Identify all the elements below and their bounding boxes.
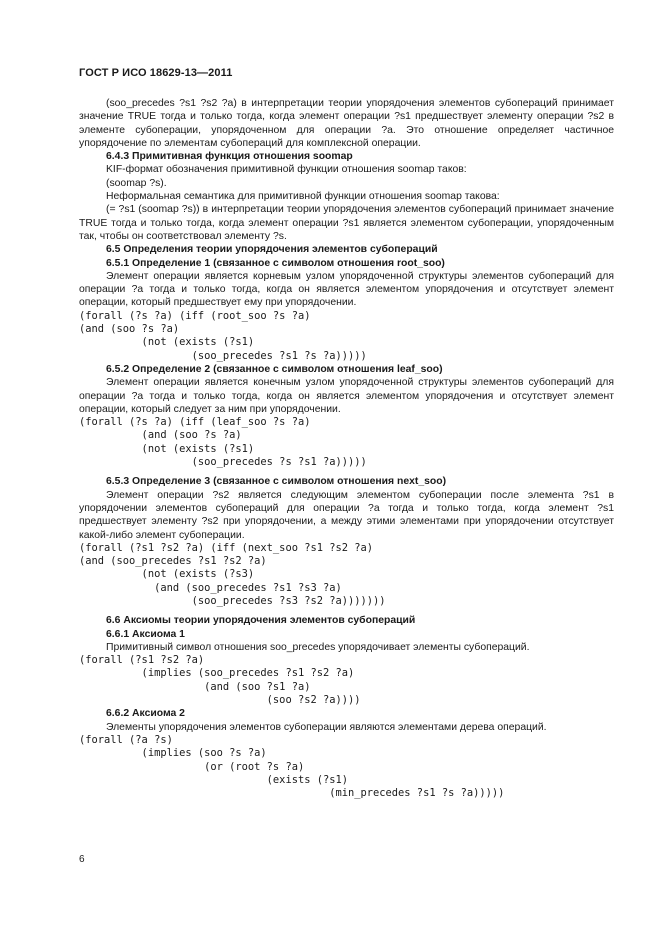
section-heading: 6.5 Определения теории упорядочения элементов субопераций	[106, 244, 438, 256]
section-heading: 6.5.1 Определение 1 (связанное с символом отношения root_soo)	[106, 257, 445, 269]
paragraph: (soo_precedes ?s1 ?s2 ?a) в интерпретации теории упорядочения элементов субопераций принимает значение TRUE тогда и только тогда, когда элемент операции ?s1 предшествует элементу операции ?s2 в элементе субоперации, упорядоченном для операции ?a. Это отношение определяет частичное упорядочение по элементам субопераций для комплексной операции.	[79, 98, 614, 149]
page-number: 6	[79, 854, 85, 865]
section-heading: 6.5.2 Определение 2 (связанное с символом отношения leaf_soo)	[106, 363, 443, 375]
document-header: ГОСТ Р ИСО 18629-13—2011	[79, 67, 233, 79]
section-heading: 6.6.2 Аксиома 2	[106, 708, 185, 720]
paragraph: Элементы упорядочения элементов субоперации являются элементами дерева операций.	[106, 721, 547, 733]
kif-code-block: (forall (?a ?s) (implies (soo ?s ?a) (or (root ?s ?a) (exists (?s1) (min_precedes ?s1 ?s ?a)))))	[79, 733, 505, 800]
paragraph: (soomap ?s).	[106, 177, 167, 189]
paragraph: Примитивный символ отношения soo_precedes упорядочивает элементы субопераций.	[106, 641, 530, 653]
section-heading: 6.4.3 Примитивная функция отношения soomap	[106, 151, 353, 163]
document-body	[79, 97, 614, 800]
paragraph: Элемент операции является конечным узлом упорядоченной структуры элементов субопераций для операции ?a тогда и только тогда, когда он является элементом упорядочения и отсутствует элемент операции, который следует за ним при упорядочении.	[79, 377, 614, 415]
paragraph: Неформальная семантика для примитивной функции отношения soomap такова:	[106, 191, 500, 203]
paragraph: KIF-формат обозначения примитивной функции отношения soomap таков:	[106, 164, 467, 176]
kif-code-block: (forall (?s1 ?s2 ?a) (implies (soo_precedes ?s1 ?s2 ?a) (and (soo ?s1 ?a) (soo ?s2 ?a))))	[79, 654, 361, 707]
section-heading: 6.6 Аксиомы теории упорядочения элементов субопераций	[106, 615, 416, 627]
paragraph: (= ?s1 (soomap ?s)) в интерпретации теории упорядочения элементов субопераций принимает значение TRUE тогда и только тогда, когда элемент операции ?s1 является элементом субоперации, упорядоченным так, чтобы он соответствовал элементу ?s.	[79, 204, 614, 242]
section-heading: 6.6.1 Аксиома 1	[106, 628, 185, 640]
kif-code-block: (forall (?s ?a) (iff (root_soo ?s ?a) (and (soo ?s ?a) (not (exists (?s1) (soo_precedes ?s1 ?s ?a)))))	[79, 309, 367, 362]
paragraph: Элемент операции ?s2 является следующим элементом субоперации после элемента ?s1 в упорядочении элементов субопераций для операции ?a тогда и только тогда, когда элемент ?s1 предшествует элементу ?s2 при упорядочении, а между этими элементами при упорядочении отсутствует какой-либо элемент субоперации.	[79, 489, 614, 541]
paragraph: Элемент операции является корневым узлом упорядоченной структуры элементов субопераций для операции ?a тогда и только тогда, когда он является элементом упорядочения и отсутствует элемент операции, который предшествует ему при упорядочении.	[79, 270, 614, 309]
section-heading: 6.5.3 Определение 3 (связанное с символом отношения next_soo)	[106, 476, 447, 488]
kif-code-block: (forall (?s ?a) (iff (leaf_soo ?s ?a) (and (soo ?s ?a) (not (exists (?s1) (soo_precedes ?s ?s1 ?a)))))	[79, 416, 367, 469]
kif-code-block: (forall (?s1 ?s2 ?a) (iff (next_soo ?s1 ?s2 ?a) (and (soo_precedes ?s1 ?s2 ?a) (not (exists (?s3) (and (soo_precedes ?s1 ?s3 ?a) (soo_precedes ?s3 ?s2 ?a)))))))	[79, 541, 386, 607]
